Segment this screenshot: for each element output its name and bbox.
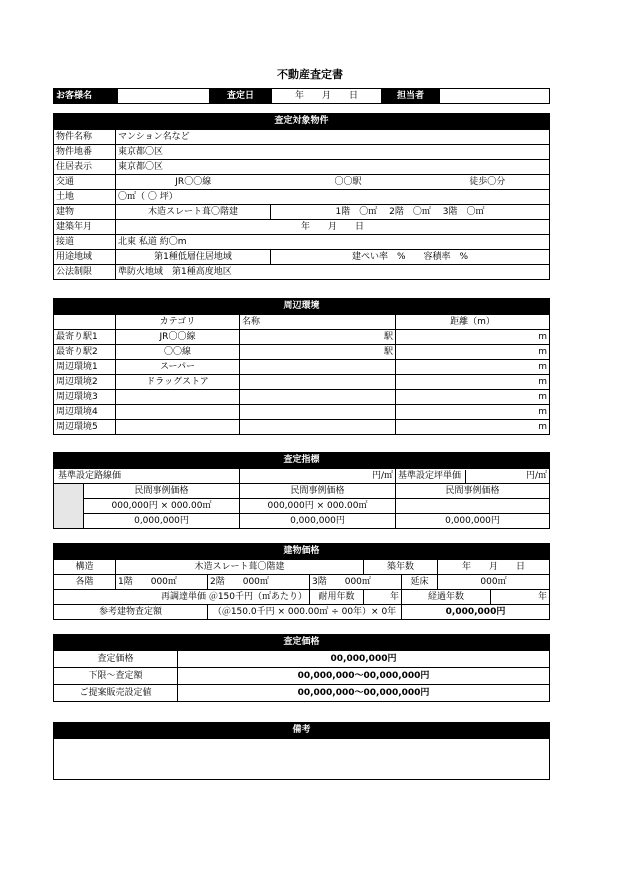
example-formula[interactable]: 000,000円 × 000.00㎡ bbox=[84, 499, 240, 514]
regulation-label: 公法制限 bbox=[54, 265, 116, 280]
built-field[interactable]: 年 月 日 bbox=[116, 220, 550, 235]
indicators-table bbox=[53, 452, 550, 529]
env-row-distance[interactable]: m bbox=[396, 345, 550, 360]
example-title: 民間事例価格 bbox=[240, 484, 396, 499]
env-row-distance[interactable]: m bbox=[396, 330, 550, 345]
customer-label: お客様名 bbox=[54, 89, 118, 104]
env-row bbox=[54, 330, 550, 345]
transport-label: 交通 bbox=[54, 175, 116, 190]
transport-line[interactable]: JR〇〇線 bbox=[116, 175, 271, 190]
env-row-category[interactable] bbox=[116, 405, 240, 420]
bp-life-label: 耐用年数 bbox=[310, 590, 364, 605]
built-label: 建築年月 bbox=[54, 220, 116, 235]
env-row-distance[interactable]: m bbox=[396, 375, 550, 390]
env-row bbox=[54, 345, 550, 360]
environment-table bbox=[53, 298, 550, 435]
bp-floor3[interactable]: 3階 000㎡ bbox=[310, 575, 402, 590]
env-row-distance[interactable]: m bbox=[396, 405, 550, 420]
assessment-value[interactable]: 00,000,000円 bbox=[178, 651, 550, 668]
bp-age-label: 築年数 bbox=[364, 560, 438, 575]
example-price[interactable]: 0,000,000円 bbox=[240, 514, 396, 529]
assessment-label: 査定価格 bbox=[54, 651, 178, 668]
transport-walk[interactable]: 徒歩〇分 bbox=[426, 175, 550, 190]
assessment-section-title: 査定価格 bbox=[54, 635, 550, 651]
env-row-distance[interactable]: m bbox=[396, 360, 550, 375]
assessment-value[interactable]: 00,000,000～00,000,000円 bbox=[178, 685, 550, 702]
env-col-category: カテゴリ bbox=[116, 315, 240, 330]
regulation-field[interactable]: 準防火地域 第1種高度地区 bbox=[116, 265, 550, 280]
env-row-name[interactable] bbox=[240, 420, 396, 435]
env-row-name[interactable] bbox=[240, 375, 396, 390]
example-price[interactable]: 0,000,000円 bbox=[84, 514, 240, 529]
env-row-name[interactable]: 駅 bbox=[240, 330, 396, 345]
tsubo-price-unit: 円/㎡ bbox=[525, 470, 547, 481]
customer-field[interactable] bbox=[118, 89, 210, 104]
route-price-label: 基準設定路線価 bbox=[58, 470, 122, 481]
bp-ref-value[interactable]: 0,000,000円 bbox=[402, 605, 550, 620]
env-row-distance[interactable]: m bbox=[396, 420, 550, 435]
env-row-name[interactable]: 駅 bbox=[240, 345, 396, 360]
route-price-unit: 円/㎡ bbox=[371, 470, 393, 481]
bp-unit-price-label: 再調達単価 ＠150千円（㎡あたり） bbox=[54, 590, 310, 605]
bp-elapsed-field[interactable]: 年 bbox=[491, 590, 550, 605]
building-structure[interactable]: 木造スレート葺〇階建 bbox=[116, 205, 271, 220]
road-field[interactable]: 北東 私道 約〇m bbox=[116, 235, 550, 250]
example-price[interactable]: 0,000,000円 bbox=[396, 514, 550, 529]
name-label: 物件名称 bbox=[54, 130, 116, 145]
date-label: 査定日 bbox=[210, 89, 272, 104]
address-label: 住居表示 bbox=[54, 160, 116, 175]
address-field[interactable]: 東京都〇区 bbox=[116, 160, 550, 175]
env-row bbox=[54, 375, 550, 390]
env-row-category[interactable]: 〇〇線 bbox=[116, 345, 240, 360]
bp-structure-field[interactable]: 木造スレート葺〇階建 bbox=[116, 560, 364, 575]
env-row-label: 周辺環境2 bbox=[54, 375, 116, 390]
env-row-label: 周辺環境4 bbox=[54, 405, 116, 420]
assessment-value[interactable]: 00,000,000～00,000,000円 bbox=[178, 668, 550, 685]
header-table bbox=[53, 88, 550, 104]
staff-label: 担当者 bbox=[382, 89, 440, 104]
assessment-label: 下限～査定額 bbox=[54, 668, 178, 685]
bp-age-field[interactable]: 年 月 日 bbox=[438, 560, 550, 575]
env-row-distance[interactable]: m bbox=[396, 390, 550, 405]
road-label: 接道 bbox=[54, 235, 116, 250]
env-row-name[interactable] bbox=[240, 390, 396, 405]
env-row-category[interactable] bbox=[116, 420, 240, 435]
bp-floor1[interactable]: 1階 000㎡ bbox=[116, 575, 208, 590]
assessment-label: ご提案販売設定値 bbox=[54, 685, 178, 702]
assessment-table bbox=[53, 634, 550, 702]
document-title: 不動産査定書 bbox=[277, 68, 343, 81]
env-corner bbox=[54, 315, 116, 330]
tsubo-price-label: 基準設定坪単価 bbox=[396, 470, 466, 483]
bp-elapsed-label: 経過年数 bbox=[402, 590, 491, 605]
bp-structure-label: 構造 bbox=[54, 560, 116, 575]
bp-ref-label: 参考建物査定額 bbox=[54, 605, 208, 620]
staff-field[interactable] bbox=[440, 89, 550, 104]
env-row-category[interactable]: ドラッグストア bbox=[116, 375, 240, 390]
land-field[interactable]: 〇㎡（ 〇 坪） bbox=[116, 190, 550, 205]
remarks-field[interactable] bbox=[54, 739, 550, 780]
building-label: 建物 bbox=[54, 205, 116, 220]
env-row bbox=[54, 360, 550, 375]
lot-field[interactable]: 東京都〇区 bbox=[116, 145, 550, 160]
example-title: 民間事例価格 bbox=[84, 484, 240, 499]
bp-life-field[interactable]: 年 bbox=[364, 590, 402, 605]
env-row bbox=[54, 420, 550, 435]
remarks-section-title: 備考 bbox=[54, 723, 550, 739]
date-field[interactable]: 年 月 日 bbox=[272, 89, 382, 104]
route-price-cell bbox=[54, 469, 240, 484]
env-row-label: 最寄り駅2 bbox=[54, 345, 116, 360]
zoning-field[interactable]: 第1種低層住居地域 bbox=[116, 250, 271, 265]
env-row bbox=[54, 405, 550, 420]
example-formula[interactable] bbox=[396, 499, 550, 514]
env-row-label: 周辺環境3 bbox=[54, 390, 116, 405]
remarks-table bbox=[53, 722, 550, 780]
env-col-distance: 距離（m） bbox=[396, 315, 550, 330]
env-row-name[interactable] bbox=[240, 405, 396, 420]
env-col-name: 名称 bbox=[240, 315, 396, 330]
property-table bbox=[53, 113, 550, 280]
zoning-label: 用途地域 bbox=[54, 250, 116, 265]
bp-total-field[interactable]: 000㎡ bbox=[438, 575, 550, 590]
env-row-name[interactable] bbox=[240, 360, 396, 375]
building-price-section-title: 建物価格 bbox=[54, 544, 550, 560]
env-row-label: 周辺環境5 bbox=[54, 420, 116, 435]
env-row-label: 最寄り駅1 bbox=[54, 330, 116, 345]
transport-station[interactable]: 〇〇駅 bbox=[271, 175, 426, 190]
environment-section-title: 周辺環境 bbox=[54, 299, 550, 315]
example-title: 民間事例価格 bbox=[396, 484, 550, 499]
env-row-category[interactable] bbox=[116, 390, 240, 405]
env-row bbox=[54, 390, 550, 405]
indicators-section-title: 査定指標 bbox=[54, 453, 550, 469]
bp-floors-label: 各階 bbox=[54, 575, 116, 590]
building-floors[interactable]: 1階 〇㎡ 2階 〇㎡ 3階 〇㎡ bbox=[271, 205, 550, 220]
bp-total-label: 延床 bbox=[402, 575, 438, 590]
bp-ref-formula[interactable]: （＠150.0千円 × 000.00㎡ ÷ 00年）× 0年 bbox=[208, 605, 402, 620]
env-row-label: 周辺環境1 bbox=[54, 360, 116, 375]
building-price-table bbox=[53, 543, 550, 620]
tsubo-price-cell[interactable] bbox=[396, 469, 550, 484]
env-row-category[interactable]: JR〇〇線 bbox=[116, 330, 240, 345]
env-row-category[interactable]: スーパー bbox=[116, 360, 240, 375]
example-formula[interactable]: 000,000円 × 000.00㎡ bbox=[240, 499, 396, 514]
indicators-side-cell bbox=[54, 484, 84, 529]
route-price-field[interactable] bbox=[240, 469, 396, 484]
land-label: 土地 bbox=[54, 190, 116, 205]
lot-label: 物件地番 bbox=[54, 145, 116, 160]
property-section-title: 査定対象物件 bbox=[54, 114, 550, 130]
name-field[interactable]: マンション名など bbox=[116, 130, 550, 145]
bp-floor2[interactable]: 2階 000㎡ bbox=[208, 575, 310, 590]
zoning-ratio[interactable]: 建ぺい率 % 容積率 % bbox=[271, 250, 550, 265]
